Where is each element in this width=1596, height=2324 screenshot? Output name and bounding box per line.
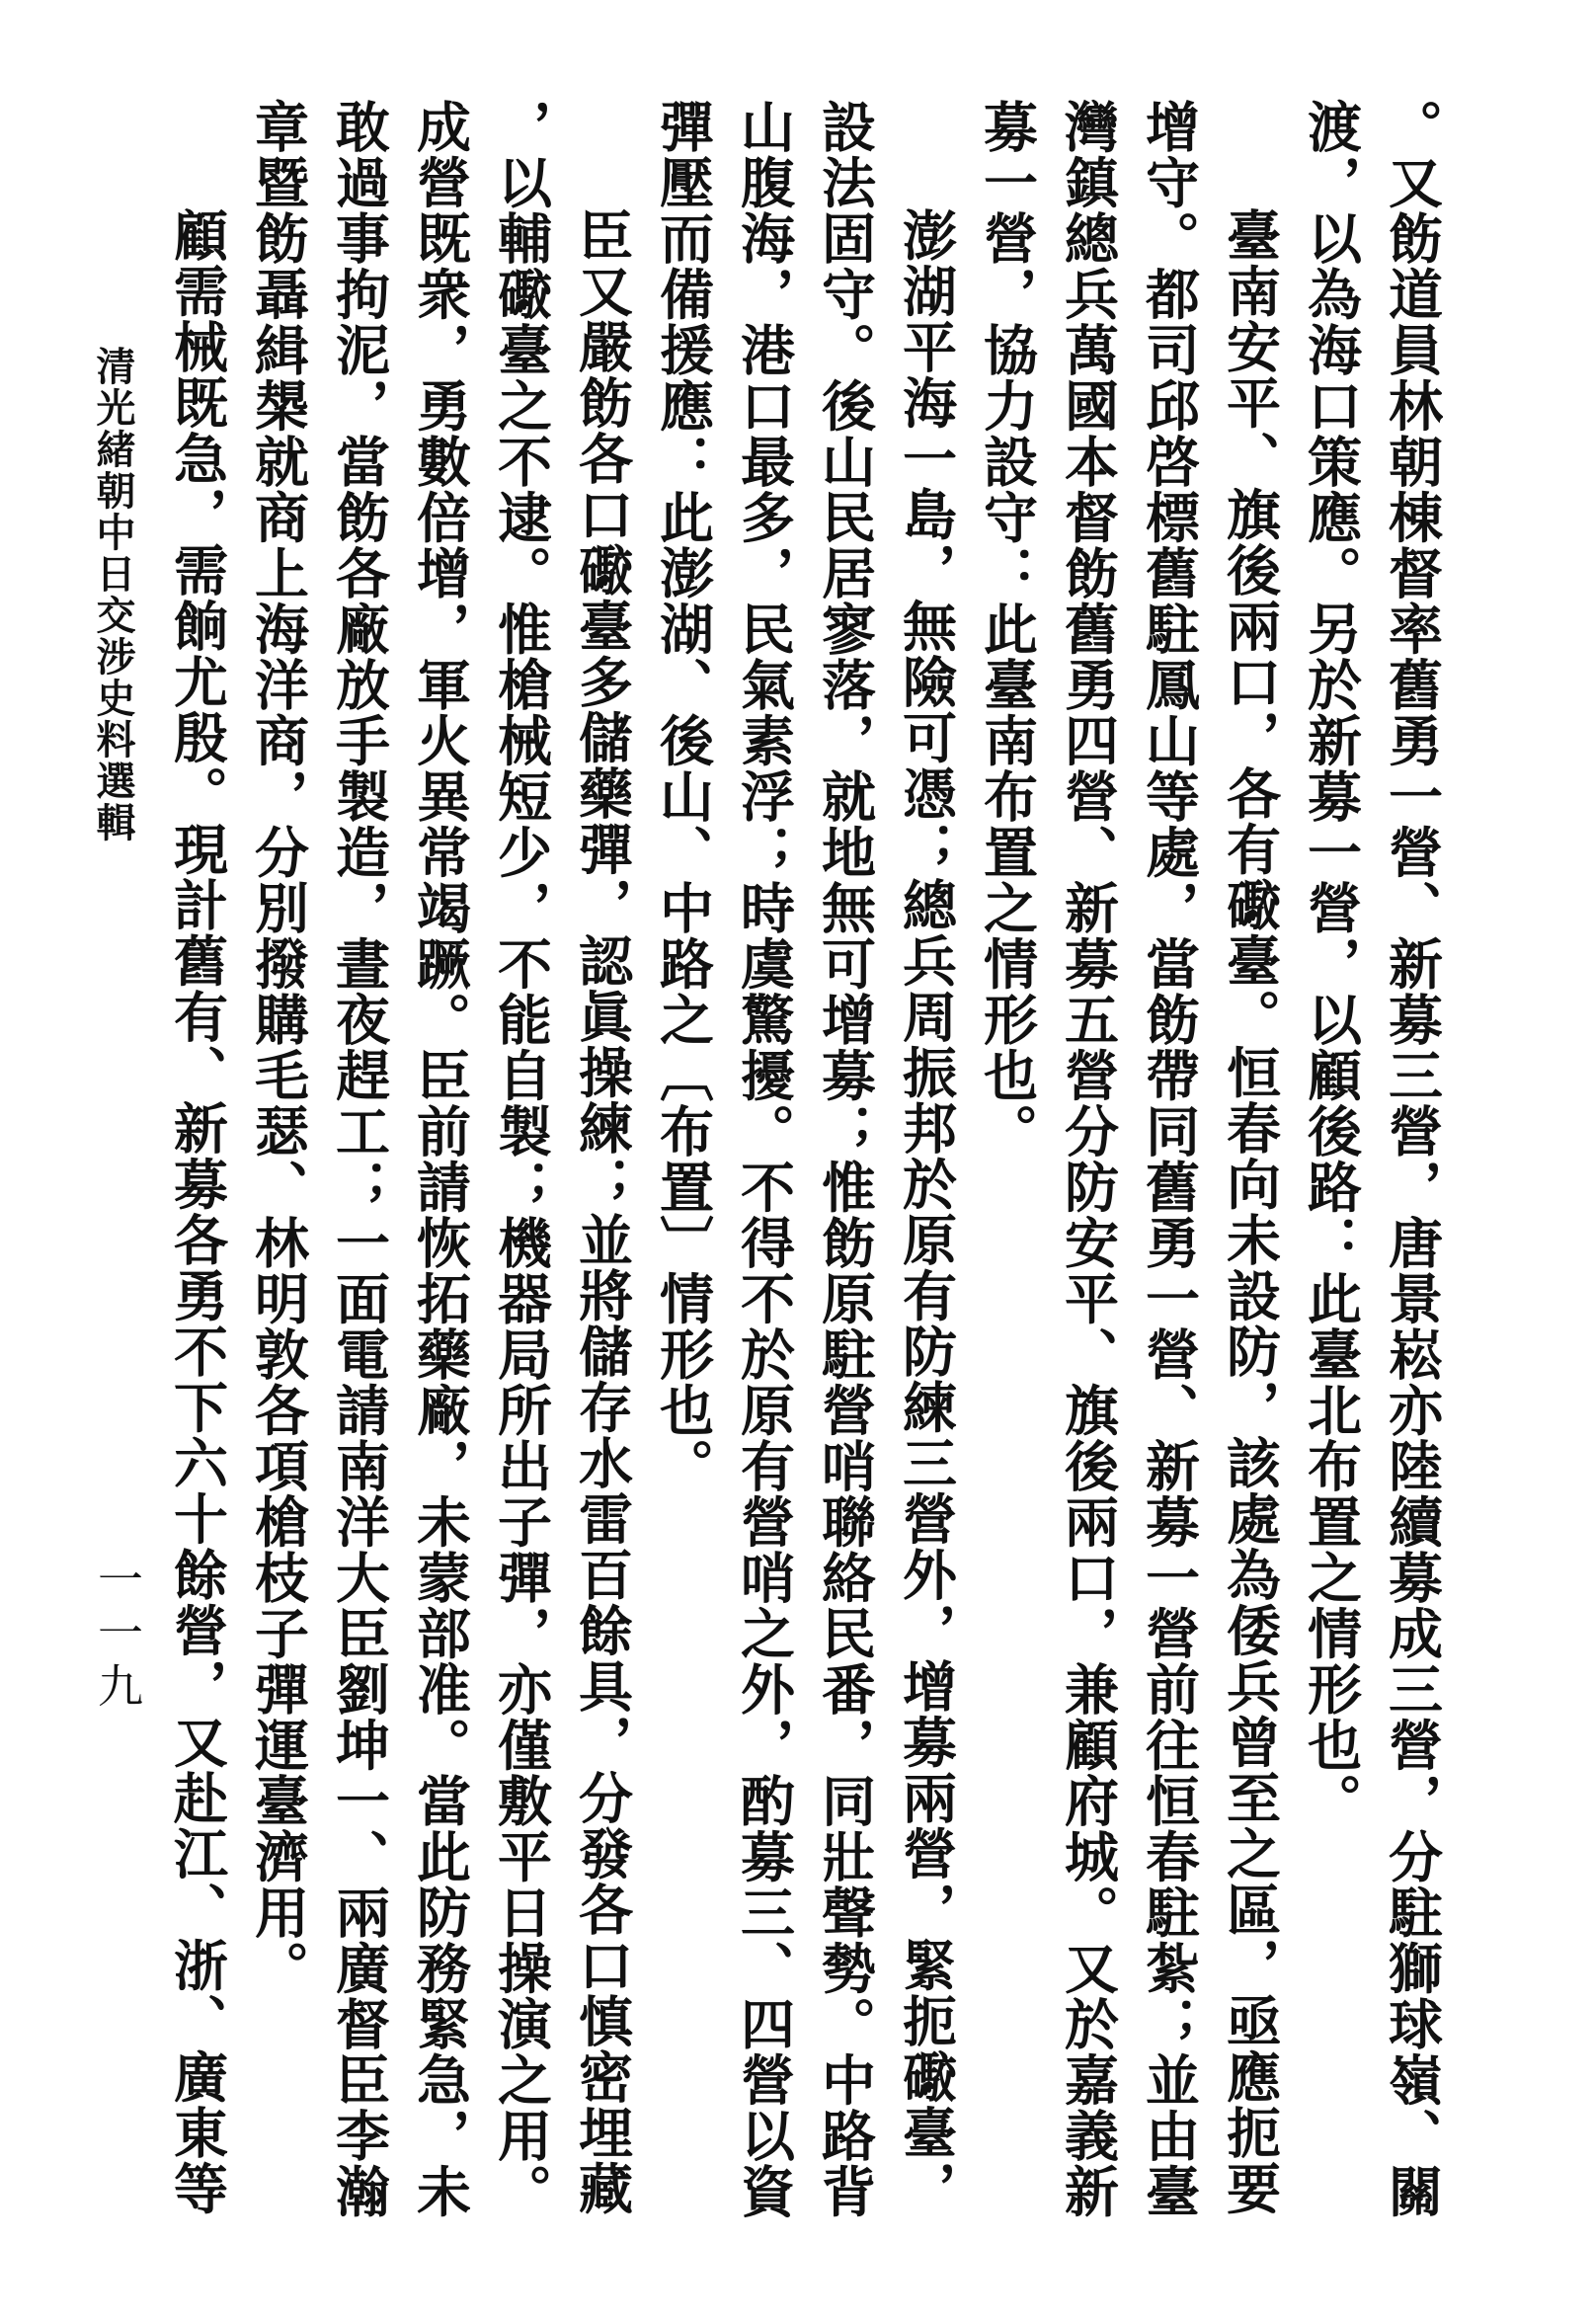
running-title: 清光緒朝中日交涉史料選輯 [90,346,136,843]
page-number: 一一九 [91,1556,144,1716]
text-column-15: 章暨飭聶緝槼就商上海洋商，分別撥購毛瑟、林明敦各項槍枝子彈運臺濟用。 [246,99,310,1996]
text-column-2: 渡，以為海口策應。另於新募一營，以顧後路：此臺北布置之情形也。 [1299,99,1363,1829]
text-column-3: 臺南安平、旗後兩口，各有礮臺。恒春向未設防，該處為倭兵曾至之區，亟應扼要 [1218,207,1282,2216]
text-column-8: 設法固守。後山民居寥落，就地無可增募；惟飭原駐營哨聯絡民番，同壯聲勢。中路背 [813,99,877,2219]
text-column-10: 彈壓而備援應：此澎湖、後山、中路之〔布置〕情形也。 [651,99,715,1494]
text-column-13: 成營既衆，勇數倍增，軍火異常竭蹶。臣前請恢拓藥廠，未蒙部准。當此防務緊急，未 [408,99,472,2219]
text-column-9: 山腹海，港口最多，民氣素浮；時虞驚擾。不得不於原有營哨之外，酌募三、四營以資 [732,99,796,2219]
text-column-16: 顧需械既急，需餉尤殷。現計舊有、新募各勇不下六十餘營，又赴江、浙、廣東等 [165,207,229,2216]
text-column-1: 。又飭道員林朝棟督率舊勇一營、新募三營，唐景崧亦陸續募成三營，分駐獅球嶺、關 [1380,99,1444,2219]
text-column-5: 灣鎮總兵萬國本督飭舊勇四營、新募五營分防安平、旗後兩口，兼顧府城。又於嘉義新 [1056,99,1120,2219]
text-column-6: 募一營，協力設守：此臺南布置之情形也。 [975,99,1039,1160]
text-column-11: 臣又嚴飭各口礮臺多儲藥彈，認眞操練；並將儲存水雷百餘具，分發各口慎密埋藏 [570,207,634,2216]
text-column-4: 增守。都司邱啓標舊駐鳳山等處，當飭帶同舊勇一營、新募一營前往恒春駐紮；並由臺 [1137,99,1201,2219]
text-column-12: ，以輔礮臺之不逮。惟槍械短少，不能自製；機器局所出子彈，亦僅敷平日操演之用。 [489,99,553,2219]
text-column-14: 敢過事拘泥，當飭各廠放手製造，晝夜趕工；一面電請南洋大臣劉坤一、兩廣督臣李瀚 [327,99,391,2219]
text-column-7: 澎湖平海一島，無險可憑；總兵周振邦於原有防練三營外，增募兩營，緊扼礮臺， [894,207,958,2216]
